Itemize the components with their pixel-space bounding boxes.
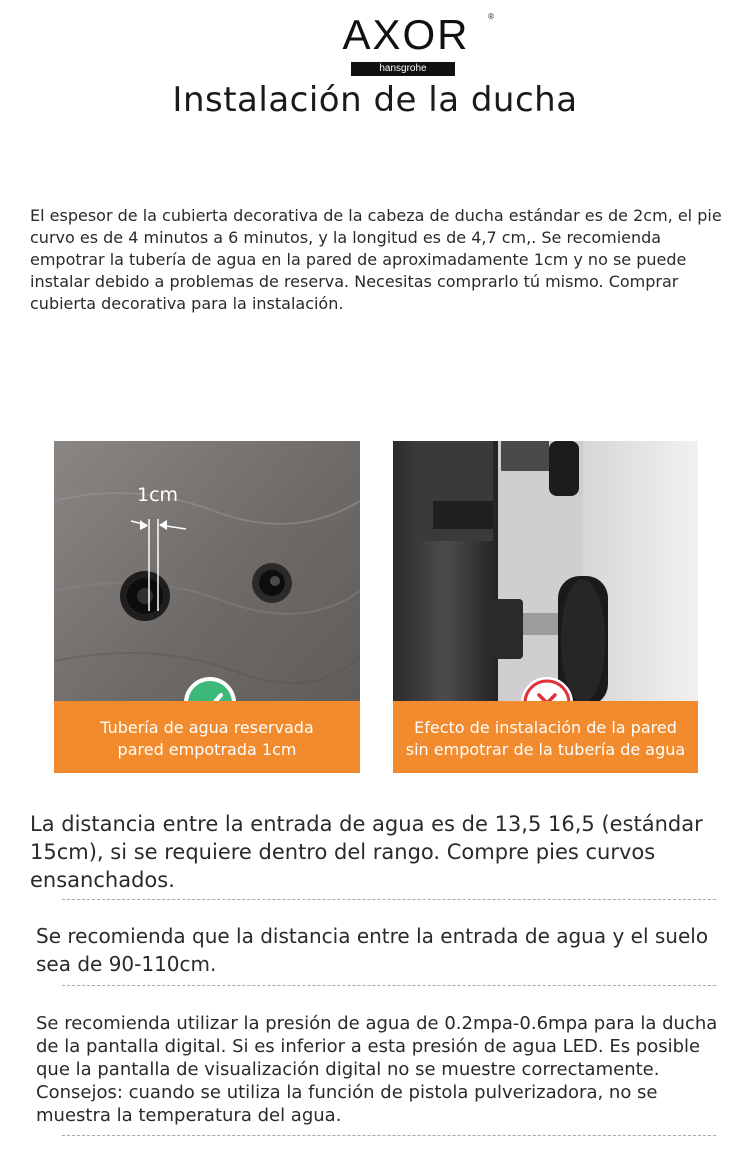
measurement-label: 1cm — [137, 484, 179, 506]
note-water-pressure: Se recomienda utilizar la presión de agua de 0.2mpa-0.6mpa para la ducha de la pantalla digital. Si es inferior a esta presión de agua LED. Es posible que la pantalla de visualización digital no se muestre correctamente. Consejos: cuando se utiliza la función de pistola pulverizadora, no se muestra la temperatura del agua. — [36, 1013, 718, 1126]
logo-subbrand: hansgrohe — [351, 62, 455, 76]
brand-logo — [325, 12, 495, 78]
intro-paragraph: El espesor de la cubierta decorativa de la cabeza de ducha estándar es de 2cm, el pie curvo es de 4 minutos a 6 minutos, y la longitud es de 4,7 cm,. Se recomienda empotrar la tubería de agua en la pared de aproximadamente 1cm y no se puede instalar debido a problemas de reserva. Necesitas comprarlo tú mismo. Comprar cubierta decorativa para la instalación. — [30, 206, 722, 313]
caption-correct-line2: pared empotrada 1cm — [117, 740, 297, 759]
page-title: Instalación de la ducha — [172, 80, 578, 120]
note-inlet-distance: La distancia entre la entrada de agua es de 13,5 16,5 (estándar 15cm), si se requiere dentro del rango. Compre pies curvos ensanchados. — [30, 812, 703, 892]
caption-incorrect-line1: Efecto de instalación de la pared — [414, 718, 677, 737]
divider — [62, 1135, 716, 1136]
correct-installation-photo — [54, 441, 360, 773]
divider — [62, 985, 716, 986]
caption-correct — [54, 701, 360, 773]
logo-registered-mark: ® — [487, 12, 495, 21]
note-floor-distance: Se recomienda que la distancia entre la entrada de agua y el suelo sea de 90-110cm. — [36, 924, 709, 976]
incorrect-installation-photo — [393, 441, 698, 773]
divider — [62, 899, 716, 900]
caption-incorrect-line2: sin empotrar de la tubería de agua — [405, 740, 686, 759]
caption-incorrect — [393, 701, 698, 773]
caption-correct-line1: Tubería de agua reservada — [100, 718, 314, 737]
logo-wordmark: AXOR — [342, 11, 470, 58]
